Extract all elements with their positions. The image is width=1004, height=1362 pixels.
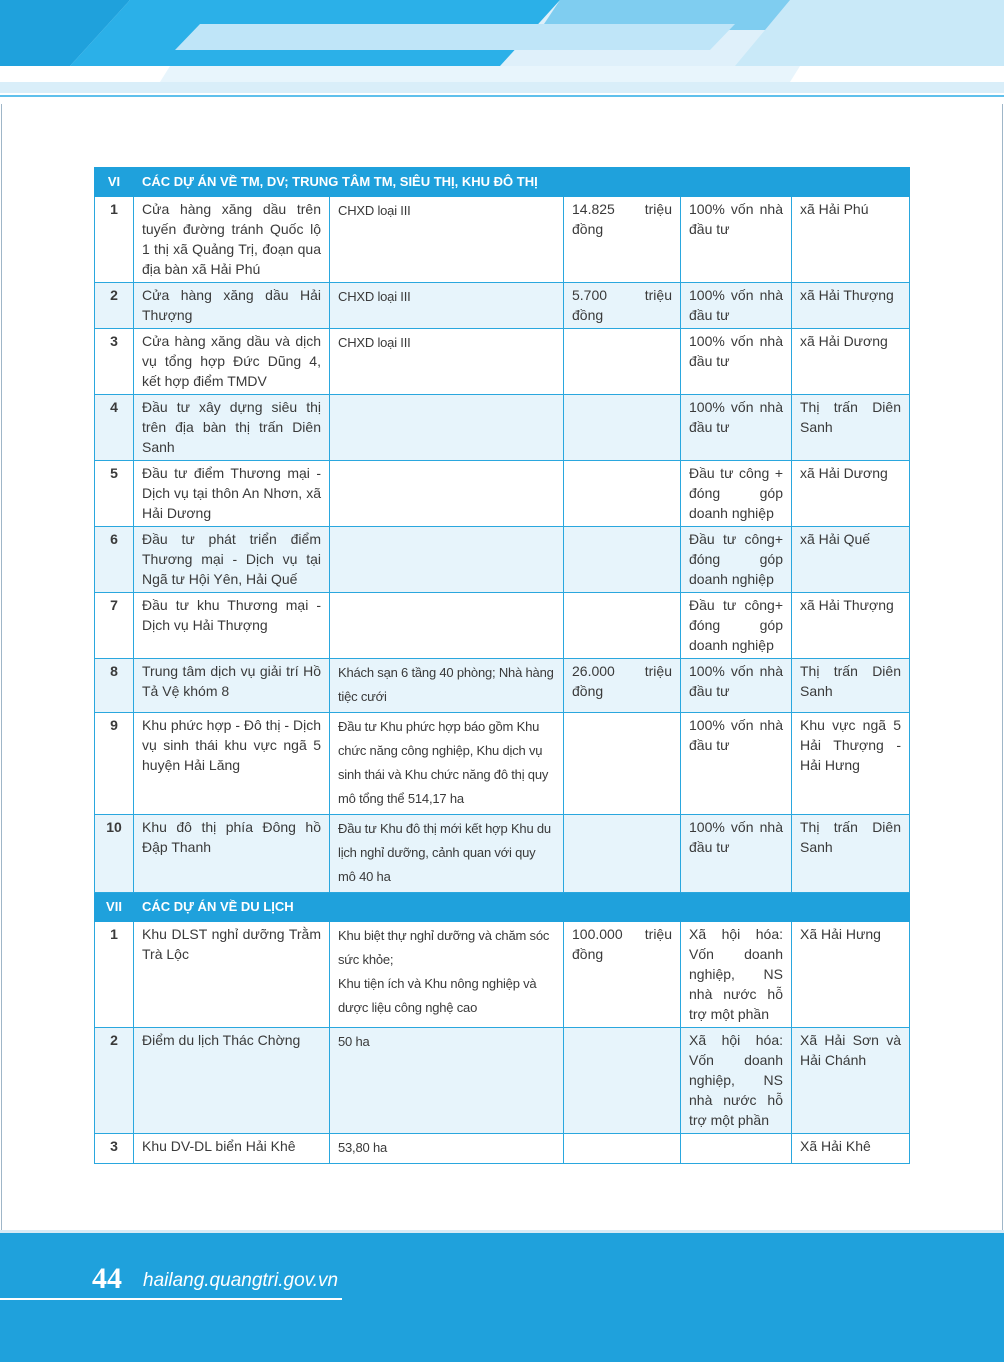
- capital-source: Đầu tư công + đóng góp doanh nghiệp: [681, 461, 792, 527]
- project-capital: 100.000 triệu đồng: [564, 922, 681, 1028]
- table-row: [95, 922, 910, 1028]
- project-location: xã Hải Thượng: [792, 593, 910, 659]
- project-name: Khu DLST nghỉ dưỡng Trằm Trà Lộc: [134, 922, 330, 1028]
- table-row: [95, 329, 910, 395]
- table-row: [95, 593, 910, 659]
- project-location: xã Hải Dương: [792, 329, 910, 395]
- project-location: Xã Hải Khê: [792, 1134, 910, 1164]
- table-row: [95, 815, 910, 893]
- project-location: xã Hải Quế: [792, 527, 910, 593]
- project-scale: Khách sạn 6 tầng 40 phòng; Nhà hàng tiệc cưới: [330, 659, 564, 713]
- project-scale: CHXD loại III: [330, 283, 564, 329]
- capital-source: [681, 1134, 792, 1164]
- row-number: 3: [95, 1134, 134, 1164]
- project-capital: [564, 593, 681, 659]
- project-scale-line: Khu biệt thự nghỉ dưỡng và chăm sóc sức khỏe;: [338, 928, 550, 967]
- project-location: Xã Hải Sơn và Hải Chánh: [792, 1028, 910, 1134]
- project-name: Đầu tư phát triển điểm Thương mại - Dịch vụ tại Ngã tư Hội Yên, Hải Quế: [134, 527, 330, 593]
- capital-source: 100% vốn nhà đầu tư: [681, 815, 792, 893]
- table-row: [95, 197, 910, 283]
- project-capital: [564, 713, 681, 815]
- capital-source: Đầu tư công+ đóng góp doanh nghiệp: [681, 527, 792, 593]
- table-row: [95, 527, 910, 593]
- project-capital: [564, 1028, 681, 1134]
- projects-table: [94, 167, 910, 1164]
- row-number: 2: [95, 283, 134, 329]
- project-location: xã Hải Phú: [792, 197, 910, 283]
- project-capital: [564, 815, 681, 893]
- header-banner-graphic: [0, 0, 1004, 104]
- project-capital: 5.700 triệu đồng: [564, 283, 681, 329]
- table-row: [95, 1028, 910, 1134]
- header-banner: [0, 0, 1004, 104]
- row-number: 8: [95, 659, 134, 713]
- project-scale: [330, 922, 564, 1028]
- project-location: Khu vực ngã 5 Hải Thượng - Hải Hưng: [792, 713, 910, 815]
- table-row: [95, 713, 910, 815]
- project-name: Khu đô thị phía Đông hồ Đập Thanh: [134, 815, 330, 893]
- section-code: VI: [95, 168, 134, 197]
- project-capital: 26.000 triệu đồng: [564, 659, 681, 713]
- project-name: Đầu tư điểm Thương mại - Dịch vụ tại thôn An Nhơn, xã Hải Dương: [134, 461, 330, 527]
- row-number: 1: [95, 922, 134, 1028]
- project-scale: Đầu tư Khu phức hợp báo gồm Khu chức năng công nghiệp, Khu dịch vụ sinh thái và Khu chức năng đô thị quy mô tổng thể 514,17 ha: [330, 713, 564, 815]
- capital-source: 100% vốn nhà đầu tư: [681, 329, 792, 395]
- row-number: 1: [95, 197, 134, 283]
- section-code: VII: [95, 893, 134, 922]
- project-capital: [564, 527, 681, 593]
- project-scale: CHXD loại III: [330, 329, 564, 395]
- project-location: xã Hải Dương: [792, 461, 910, 527]
- row-number: 3: [95, 329, 134, 395]
- project-capital: [564, 395, 681, 461]
- section-header-row: [95, 168, 910, 197]
- project-location: Xã Hải Hưng: [792, 922, 910, 1028]
- capital-source: Xã hội hóa: Vốn doanh nghiệp, NS nhà nước hỗ trợ một phần: [681, 922, 792, 1028]
- project-name: Khu phức hợp - Đô thị - Dịch vụ sinh thái khu vực ngã 5 huyện Hải Lăng: [134, 713, 330, 815]
- project-scale: 50 ha: [330, 1028, 564, 1134]
- project-capital: [564, 329, 681, 395]
- project-name: Đầu tư khu Thương mại - Dịch vụ Hải Thượng: [134, 593, 330, 659]
- row-number: 4: [95, 395, 134, 461]
- section-header-row: [95, 893, 910, 922]
- row-number: 6: [95, 527, 134, 593]
- table-row: [95, 283, 910, 329]
- page-number: 44: [92, 1262, 122, 1295]
- row-number: 5: [95, 461, 134, 527]
- project-name: Điểm du lịch Thác Chờng: [134, 1028, 330, 1134]
- project-name: Cửa hàng xăng dầu trên tuyến đường tránh Quốc lộ 1 thị xã Quảng Trị, đoạn qua địa bàn xã Hải Phú: [134, 197, 330, 283]
- section-title: CÁC DỰ ÁN VỀ TM, DV; TRUNG TÂM TM, SIÊU THỊ, KHU ĐÔ THỊ: [134, 168, 910, 197]
- project-location: Thị trấn Diên Sanh: [792, 815, 910, 893]
- project-scale: Đầu tư Khu đô thị mới kết hợp Khu du lịch nghỉ dưỡng, cảnh quan với quy mô 40 ha: [330, 815, 564, 893]
- project-scale-line: Khu tiện ích và Khu nông nghiệp và dược liệu công nghệ cao: [338, 976, 537, 1015]
- section-title: CÁC DỰ ÁN VỀ DU LỊCH: [134, 893, 910, 922]
- project-scale: [330, 395, 564, 461]
- capital-source: 100% vốn nhà đầu tư: [681, 395, 792, 461]
- project-scale: [330, 527, 564, 593]
- project-capital: [564, 461, 681, 527]
- project-scale: [330, 461, 564, 527]
- row-number: 2: [95, 1028, 134, 1134]
- table-row: [95, 1134, 910, 1164]
- project-scale: 53,80 ha: [330, 1134, 564, 1164]
- row-number: 9: [95, 713, 134, 815]
- table-row: [95, 395, 910, 461]
- project-name: Khu DV-DL biển Hải Khê: [134, 1134, 330, 1164]
- project-name: Trung tâm dịch vụ giải trí Hồ Tả Vệ khóm 8: [134, 659, 330, 713]
- project-location: Thị trấn Diên Sanh: [792, 659, 910, 713]
- project-location: xã Hải Thượng: [792, 283, 910, 329]
- capital-source: 100% vốn nhà đầu tư: [681, 283, 792, 329]
- capital-source: Xã hội hóa: Vốn doanh nghiệp, NS nhà nước hỗ trợ một phần: [681, 1028, 792, 1134]
- capital-source: 100% vốn nhà đầu tư: [681, 713, 792, 815]
- project-name: Đầu tư xây dựng siêu thị trên địa bàn thị trấn Diên Sanh: [134, 395, 330, 461]
- footer-band: [0, 1230, 1004, 1362]
- project-scale: [330, 593, 564, 659]
- row-number: 10: [95, 815, 134, 893]
- row-number: 7: [95, 593, 134, 659]
- project-name: Cửa hàng xăng dầu và dịch vụ tổng hợp Đức Dũng 4, kết hợp điểm TMDV: [134, 329, 330, 395]
- project-location: Thị trấn Diên Sanh: [792, 395, 910, 461]
- project-scale: CHXD loại III: [330, 197, 564, 283]
- capital-source: 100% vốn nhà đầu tư: [681, 659, 792, 713]
- table-row: [95, 659, 910, 713]
- project-name: Cửa hàng xăng dầu Hải Thượng: [134, 283, 330, 329]
- table-row: [95, 461, 910, 527]
- footer-underline: [0, 1298, 342, 1300]
- capital-source: 100% vốn nhà đầu tư: [681, 197, 792, 283]
- project-capital: 14.825 triệu đồng: [564, 197, 681, 283]
- project-capital: [564, 1134, 681, 1164]
- website-link[interactable]: hailang.quangtri.gov.vn: [143, 1270, 339, 1291]
- capital-source: Đầu tư công+ đóng góp doanh nghiệp: [681, 593, 792, 659]
